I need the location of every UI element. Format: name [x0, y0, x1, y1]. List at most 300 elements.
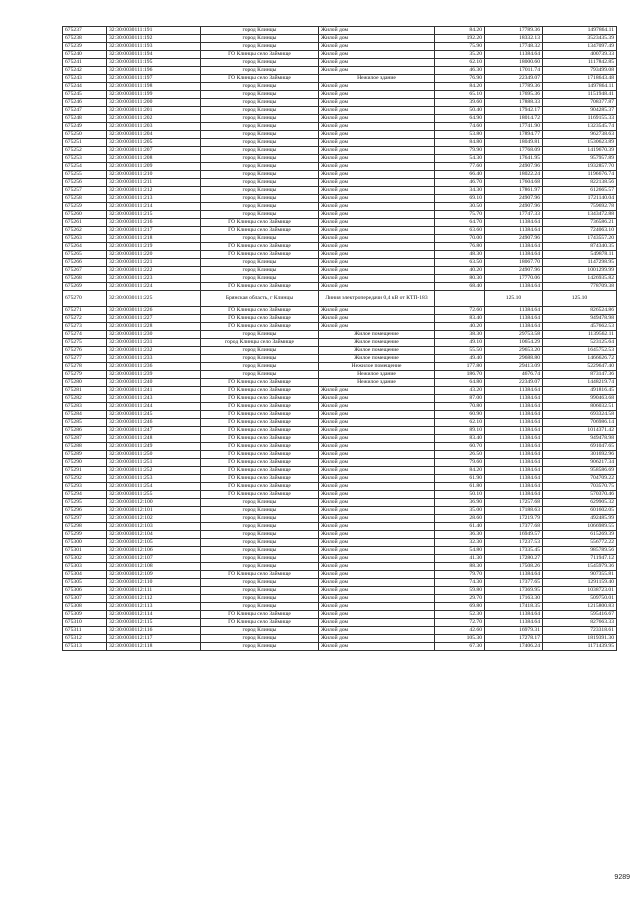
row-number: 675241: [63, 59, 107, 67]
area: 60.90: [435, 411, 485, 419]
area: 32.30: [435, 539, 485, 547]
area: 61.90: [435, 475, 485, 483]
row-number: 675259: [63, 203, 107, 211]
cadastral-value: 691047.65: [543, 443, 617, 451]
specific-value: 11384.64: [485, 467, 543, 475]
row-number: 675290: [63, 459, 107, 467]
cadastral-value: 125.10: [543, 291, 617, 307]
address: город Клинцы: [201, 123, 319, 131]
cadastral-number: 32:30:0030111:251: [107, 459, 201, 467]
area: 55.50: [435, 347, 485, 355]
object-type: Жилой дом: [319, 323, 435, 331]
address: ГО Клинцы село Займище: [201, 483, 319, 491]
specific-value: 11384.64: [485, 395, 543, 403]
specific-value: 17770.06: [485, 275, 543, 283]
object-type: Жилой дом: [319, 147, 435, 155]
specific-value: 11384.64: [485, 491, 543, 499]
cadastral-number: 32:30:0030111:208: [107, 155, 201, 163]
area: 75.70: [435, 211, 485, 219]
cadastral-number: 32:30:0030111:254: [107, 483, 201, 491]
table-row: [63, 315, 617, 323]
object-type: Жилой дом: [319, 243, 435, 251]
object-type: Жилой дом: [319, 467, 435, 475]
cadastral-value: 723318.61: [543, 627, 617, 635]
cadastral-value: 1721140.04: [543, 195, 617, 203]
specific-value: 17861.97: [485, 187, 543, 195]
cadastral-number: 32:30:0030111:219: [107, 243, 201, 251]
area: 63.50: [435, 259, 485, 267]
address: город Клинцы: [201, 43, 319, 51]
area: 35.00: [435, 507, 485, 515]
area: 49.40: [435, 355, 485, 363]
address: город Клинцы: [201, 547, 319, 555]
area: 80.30: [435, 275, 485, 283]
cadastral-number: 32:30:0030111:216: [107, 219, 201, 227]
address: ГО Клинцы село Займище: [201, 451, 319, 459]
area: 186.70: [435, 371, 485, 379]
cadastral-value: 827663.33: [543, 619, 617, 627]
cadastral-value: 957957.89: [543, 155, 617, 163]
address: ГО Клинцы село Займище: [201, 459, 319, 467]
object-type: Жилой дом: [319, 51, 435, 59]
cadastral-number: 32:30:0030112:109: [107, 571, 201, 579]
address: ГО Клинцы село Займище: [201, 251, 319, 259]
cadastral-number: 32:30:0030111:214: [107, 203, 201, 211]
cadastral-value: 1743557.20: [543, 235, 617, 243]
specific-value: 18067.70: [485, 259, 543, 267]
cadastral-value: 1347097.49: [543, 43, 617, 51]
cadastral-number: 32:30:0030111:241: [107, 387, 201, 395]
specific-value: 11384.64: [485, 443, 543, 451]
row-number: 675238: [63, 35, 107, 43]
object-type: Нежилое здание: [319, 379, 435, 387]
row-number: 675287: [63, 435, 107, 443]
table-row: [63, 635, 617, 643]
cadastral-value: 1530623.89: [543, 139, 617, 147]
cadastral-number: 32:30:0030111:200: [107, 99, 201, 107]
specific-value: 17695.36: [485, 91, 543, 99]
area: 62.10: [435, 59, 485, 67]
cadastral-value: 1448219.74: [543, 379, 617, 387]
cadastral-number: 32:30:0030111:240: [107, 379, 201, 387]
table-row: [63, 419, 617, 427]
table-row: [63, 379, 617, 387]
object-type: Жилой дом: [319, 27, 435, 35]
table-row: [63, 395, 617, 403]
table-row: [63, 563, 617, 571]
area: 84.20: [435, 27, 485, 35]
cadastral-value: 704709.22: [543, 475, 617, 483]
address: город Клинцы: [201, 539, 319, 547]
address: ГО Клинцы село Займище: [201, 395, 319, 403]
cadastral-value: 1545979.36: [543, 563, 617, 571]
table-row: [63, 187, 617, 195]
specific-value: 29413.09: [485, 363, 543, 371]
specific-value: 16979.31: [485, 627, 543, 635]
table-row: [63, 171, 617, 179]
row-number: 675288: [63, 443, 107, 451]
cadastral-value: 1151948.41: [543, 91, 617, 99]
cadastral-value: 793499.08: [543, 67, 617, 75]
table-row: [63, 355, 617, 363]
cadastral-number: 32:30:0030111:211: [107, 179, 201, 187]
cadastral-number: 32:30:0030112:105: [107, 539, 201, 547]
row-number: 675301: [63, 547, 107, 555]
object-type: Жилой дом: [319, 307, 435, 315]
cadastral-number: 32:30:0030111:192: [107, 35, 201, 43]
row-number: 675308: [63, 603, 107, 611]
row-number: 675253: [63, 155, 107, 163]
table-row: [63, 467, 617, 475]
row-number: 675305: [63, 579, 107, 587]
object-type: Жилой дом: [319, 443, 435, 451]
address: ГО Клинцы село Займище: [201, 283, 319, 291]
row-number: 675245: [63, 91, 107, 99]
area: 84.80: [435, 139, 485, 147]
row-number: 675289: [63, 451, 107, 459]
cadastral-number: 32:30:0030111:255: [107, 491, 201, 499]
object-type: Жилой дом: [319, 99, 435, 107]
table-row: [63, 35, 617, 43]
cadastral-number: 32:30:0030111:207: [107, 147, 201, 155]
object-type: Жилой дом: [319, 635, 435, 643]
area: 69.80: [435, 603, 485, 611]
specific-value: 17789.36: [485, 27, 543, 35]
page-number: 9289: [614, 874, 630, 881]
row-number: 675257: [63, 187, 107, 195]
area: 64.90: [435, 115, 485, 123]
object-type: Жилой дом: [319, 627, 435, 635]
specific-value: 17369.95: [485, 587, 543, 595]
table-row: [63, 203, 617, 211]
cadastral-value: 1343472.88: [543, 211, 617, 219]
table-row: [63, 555, 617, 563]
specific-value: 18022.24: [485, 171, 543, 179]
cadastral-value: 904285.37: [543, 107, 617, 115]
cadastral-value: 1147298.95: [543, 259, 617, 267]
cadastral-value: 874340.35: [543, 243, 617, 251]
row-number: 675243: [63, 75, 107, 83]
cadastral-value: 985789.56: [543, 547, 617, 555]
cadastral-number: 32:30:0030111:230: [107, 331, 201, 339]
area: 75.90: [435, 43, 485, 51]
specific-value: 17163.30: [485, 595, 543, 603]
area: 65.10: [435, 91, 485, 99]
table-row: [63, 235, 617, 243]
cadastral-value: 990463.68: [543, 395, 617, 403]
row-number: 675307: [63, 595, 107, 603]
address: город Клинцы: [201, 211, 319, 219]
table-row: [63, 643, 617, 651]
cadastral-number: 32:30:0030111:212: [107, 187, 201, 195]
address: ГО Клинцы село Займище: [201, 403, 319, 411]
address: город Клинцы: [201, 363, 319, 371]
table-row: [63, 307, 617, 315]
cadastral-value: 1014371.42: [543, 427, 617, 435]
address: ГО Клинцы село Займище: [201, 243, 319, 251]
object-type: Жилой дом: [319, 123, 435, 131]
object-type: Жилой дом: [319, 603, 435, 611]
table-row: [63, 163, 617, 171]
specific-value: 16949.57: [485, 531, 543, 539]
table-row: [63, 443, 617, 451]
object-type: Жилой дом: [319, 523, 435, 531]
cadastral-number: 32:30:0030112:118: [107, 643, 201, 651]
cadastral-number: 32:30:0030111:210: [107, 171, 201, 179]
table-row: [63, 59, 617, 67]
row-number: 675239: [63, 43, 107, 51]
cadastral-number: 32:30:0030111:236: [107, 363, 201, 371]
specific-value: 17188.63: [485, 507, 543, 515]
table-row: [63, 339, 617, 347]
address: город Клинцы: [201, 635, 319, 643]
cadastral-value: 1196676.74: [543, 171, 617, 179]
address: ГО Клинцы село Займище: [201, 443, 319, 451]
table-row: [63, 451, 617, 459]
object-type: Жилой дом: [319, 419, 435, 427]
specific-value: 17747.33: [485, 211, 543, 219]
row-number: 675254: [63, 163, 107, 171]
row-number: 675297: [63, 515, 107, 523]
row-number: 675237: [63, 27, 107, 35]
table-row: [63, 435, 617, 443]
cadastral-value: 826524.86: [543, 307, 617, 315]
area: 67.30: [435, 643, 485, 651]
area: 105.30: [435, 635, 485, 643]
table-row: [63, 627, 617, 635]
row-number: 675296: [63, 507, 107, 515]
row-number: 675262: [63, 227, 107, 235]
cadastral-number: 32:30:0030111:204: [107, 131, 201, 139]
area: 61.80: [435, 483, 485, 491]
address: ГО Клинцы село Займище: [201, 219, 319, 227]
object-type: Жилой дом: [319, 315, 435, 323]
cadastral-value-table: [62, 26, 617, 651]
specific-value: 24907.96: [485, 203, 543, 211]
address: город Клинцы: [201, 595, 319, 603]
table-row: [63, 211, 617, 219]
table-row: [63, 619, 617, 627]
object-type: Жилой дом: [319, 91, 435, 99]
specific-value: 24907.96: [485, 235, 543, 243]
object-type: Жилой дом: [319, 643, 435, 651]
cadastral-number: 32:30:0030112:111: [107, 587, 201, 595]
cadastral-value: 724063.10: [543, 227, 617, 235]
cadastral-value: 601602.05: [543, 507, 617, 515]
row-number: 675285: [63, 419, 107, 427]
address: город Клинцы: [201, 187, 319, 195]
row-number: 675291: [63, 467, 107, 475]
specific-value: 17748.32: [485, 43, 543, 51]
object-type: Жилой дом: [319, 107, 435, 115]
row-number: 675299: [63, 531, 107, 539]
address: ГО Клинцы село Займище: [201, 307, 319, 315]
row-number: 675273: [63, 323, 107, 331]
row-number: 675267: [63, 267, 107, 275]
address: ГО Клинцы село Займище: [201, 51, 319, 59]
area: 83.40: [435, 435, 485, 443]
specific-value: 17418.35: [485, 603, 543, 611]
table-row: [63, 75, 617, 83]
area: 50.10: [435, 491, 485, 499]
cadastral-number: 32:30:0030111:218: [107, 235, 201, 243]
table-row: [63, 595, 617, 603]
address: ГО Клинцы село Займище: [201, 323, 319, 331]
specific-value: 17604.68: [485, 179, 543, 187]
area: 70.80: [435, 403, 485, 411]
row-number: 675266: [63, 259, 107, 267]
cadastral-number: 32:30:0030112:102: [107, 515, 201, 523]
address: город Клинцы: [201, 27, 319, 35]
table-row: [63, 259, 617, 267]
specific-value: 17942.17: [485, 107, 543, 115]
object-type: Жилой дом: [319, 131, 435, 139]
row-number: 675279: [63, 371, 107, 379]
cadastral-value: 703570.75: [543, 483, 617, 491]
cadastral-number: 32:30:0030112:103: [107, 523, 201, 531]
specific-value: 24907.96: [485, 163, 543, 171]
row-number: 675260: [63, 211, 107, 219]
address: Брянская область, г Клинцы: [201, 291, 319, 307]
area: 26.50: [435, 451, 485, 459]
object-type: Жилой дом: [319, 283, 435, 291]
object-type: Жилое помещение: [319, 339, 435, 347]
row-number: 675313: [63, 643, 107, 651]
object-type: Жилой дом: [319, 451, 435, 459]
specific-value: 11384.64: [485, 51, 543, 59]
cadastral-value: 1001299.99: [543, 267, 617, 275]
row-number: 675276: [63, 347, 107, 355]
object-type: Жилой дом: [319, 195, 435, 203]
cadastral-number: 32:30:0030111:246: [107, 419, 201, 427]
cadastral-number: 32:30:0030112:108: [107, 563, 201, 571]
cadastral-value: 693324.58: [543, 411, 617, 419]
cadastral-number: 32:30:0030111:226: [107, 307, 201, 315]
address: ГО Клинцы село Займище: [201, 611, 319, 619]
row-number: 675293: [63, 483, 107, 491]
cadastral-value: 1497864.11: [543, 27, 617, 35]
cadastral-number: 32:30:0030111:223: [107, 275, 201, 283]
address: город Клинцы: [201, 107, 319, 115]
specific-value: 11384.64: [485, 427, 543, 435]
area: 84.20: [435, 467, 485, 475]
row-number: 675280: [63, 379, 107, 387]
address: ГО Клинцы село Займище: [201, 467, 319, 475]
specific-value: 11384.64: [485, 483, 543, 491]
address: город Клинцы: [201, 347, 319, 355]
specific-value: 17278.17: [485, 635, 543, 643]
row-number: 675261: [63, 219, 107, 227]
object-type: Жилой дом: [319, 579, 435, 587]
cadastral-number: 32:30:0030111:195: [107, 59, 201, 67]
object-type: Жилой дом: [319, 571, 435, 579]
cadastral-value: 1066989.55: [543, 523, 617, 531]
cadastral-value: 873147.36: [543, 371, 617, 379]
specific-value: 17257.68: [485, 499, 543, 507]
object-type: Жилой дом: [319, 251, 435, 259]
cadastral-value: 1819391.30: [543, 635, 617, 643]
object-type: Жилой дом: [319, 515, 435, 523]
cadastral-number: 32:30:0030111:244: [107, 403, 201, 411]
cadastral-number: 32:30:0030111:203: [107, 123, 201, 131]
area: 48.30: [435, 251, 485, 259]
specific-value: 11384.64: [485, 459, 543, 467]
cadastral-value: 595416.67: [543, 611, 617, 619]
cadastral-number: 32:30:0030111:233: [107, 355, 201, 363]
table-row: [63, 459, 617, 467]
cadastral-value: 1932857.70: [543, 163, 617, 171]
specific-value: 4676.74: [485, 371, 543, 379]
address: город Клинцы: [201, 83, 319, 91]
object-type: Жилой дом: [319, 539, 435, 547]
specific-value: 17741.90: [485, 123, 543, 131]
specific-value: 29688.80: [485, 355, 543, 363]
area: 38.30: [435, 331, 485, 339]
object-type: Жилой дом: [319, 43, 435, 51]
cadastral-value: 629905.32: [543, 499, 617, 507]
cadastral-value: 822138.56: [543, 179, 617, 187]
row-number: 675277: [63, 355, 107, 363]
specific-value: 11384.64: [485, 571, 543, 579]
address: город Клинцы: [201, 555, 319, 563]
specific-value: 11384.64: [485, 227, 543, 235]
address: ГО Клинцы село Займище: [201, 435, 319, 443]
table-row: [63, 587, 617, 595]
address: город Клинцы: [201, 275, 319, 283]
address: город Клинцы: [201, 507, 319, 515]
cadastral-value: 5229647.40: [543, 363, 617, 371]
table-row: [63, 51, 617, 59]
table-row: [63, 531, 617, 539]
specific-value: 11384.64: [485, 475, 543, 483]
cadastral-value: 570370.46: [543, 491, 617, 499]
cadastral-number: 32:30:0030111:213: [107, 195, 201, 203]
area: 36.90: [435, 499, 485, 507]
cadastral-value: 1426935.82: [543, 275, 617, 283]
object-type: Жилой дом: [319, 411, 435, 419]
area: 192.20: [435, 35, 485, 43]
row-number: 675247: [63, 107, 107, 115]
table-row: [63, 139, 617, 147]
specific-value: 18332.13: [485, 35, 543, 43]
table-row: [63, 283, 617, 291]
address: ГО Клинцы село Займище: [201, 411, 319, 419]
specific-value: 11384.64: [485, 619, 543, 627]
object-type: Жилой дом: [319, 547, 435, 555]
cadastral-value: 706986.14: [543, 419, 617, 427]
address: город Клинцы: [201, 235, 319, 243]
cadastral-value: 1419670.39: [543, 147, 617, 155]
area: 39.60: [435, 99, 485, 107]
table-body: [63, 27, 617, 651]
row-number: 675311: [63, 627, 107, 635]
table-row: [63, 227, 617, 235]
address: ГО Клинцы село Займище: [201, 75, 319, 83]
specific-value: 17768.09: [485, 147, 543, 155]
row-number: 675281: [63, 387, 107, 395]
cadastral-number: 32:30:0030111:228: [107, 323, 201, 331]
object-type: Жилой дом: [319, 435, 435, 443]
row-number: 675242: [63, 67, 107, 75]
table-row: [63, 83, 617, 91]
specific-value: 17789.36: [485, 83, 543, 91]
row-number: 675246: [63, 99, 107, 107]
cadastral-number: 32:30:0030111:249: [107, 443, 201, 451]
table-row: [63, 107, 617, 115]
object-type: Нежилое здание: [319, 75, 435, 83]
cadastral-value: 759692.78: [543, 203, 617, 211]
specific-value: 17011.74: [485, 67, 543, 75]
